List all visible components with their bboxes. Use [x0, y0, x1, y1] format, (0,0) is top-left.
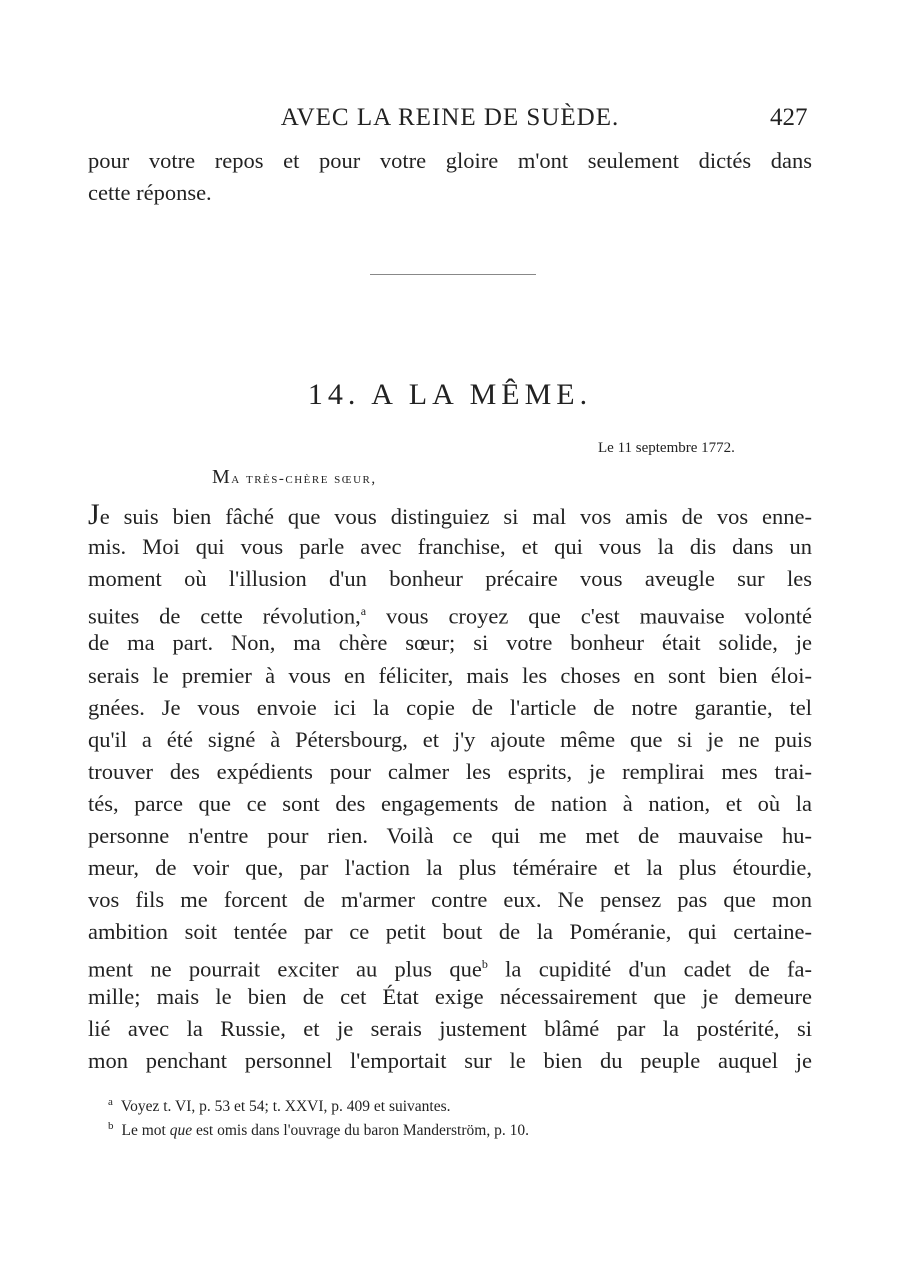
footnote-b — [108, 1120, 529, 1140]
section-divider — [370, 274, 536, 275]
text-line: personne n'entre pour rien. Voilà ce qui me met de mauvaise hu- — [88, 823, 812, 848]
text-line: serais le premier à vous en féliciter, mais les choses en sont bien éloi- — [88, 662, 812, 688]
text-line: pour votre repos et pour votre gloire m'ont seulement dictés dans — [88, 148, 812, 173]
salutation: Ma très-chère sœur, — [212, 466, 377, 488]
text-line: qu'il a été signé à Pétersbourg, et j'y ajoute même que si je ne puis — [88, 726, 812, 752]
text-line: moment où l'illusion d'un bonheur précaire vous aveugle sur les — [88, 566, 812, 592]
footnote-a — [108, 1096, 451, 1116]
footnote-mark: b — [108, 1120, 114, 1132]
footnote-text: est omis dans l'ouvrage du baron Manderström, p. 10. — [192, 1122, 529, 1140]
text-line: tés, parce que ce sont des engagements de nation à nation, et où la — [88, 790, 812, 816]
running-header: AVEC LA REINE DE SUÈDE. — [280, 104, 620, 131]
footnote-text: Voyez t. VI, p. 53 et 54; t. XXVI, p. 409 et suivantes. — [120, 1098, 451, 1116]
text-line: lié avec la Russie, et je serais justement blâmé par la postérité, si — [88, 1015, 812, 1041]
text-line: gnées. Je vous envoie ici la copie de l'article de notre garantie, tel — [88, 694, 812, 720]
footnote-mark: a — [108, 1096, 113, 1108]
text-line: ambition soit tentée par ce petit bout de la Poméranie, qui certaine- — [88, 919, 812, 945]
text-line: ment ne pourrait exciter au plus que$^b$ la cupidité d'un cadet de fa- — [88, 956, 812, 982]
page-number: 427 — [770, 104, 808, 131]
text-line: suites de cette révolution,$^a$ vous croyez que c'est mauvaise volonté — [88, 603, 813, 629]
text-line: vos fils me forcent de m'armer contre eux. Ne pensez pas que mon — [88, 887, 812, 913]
initial-letter: J — [88, 498, 100, 531]
footnote-ref: b — [481, 957, 488, 972]
footnote-emphasis: que — [169, 1122, 193, 1140]
letter-date: Le 11 septembre 1772. — [598, 440, 735, 456]
footnote-ref: a — [360, 604, 367, 619]
text-line: mille; mais le bien de cet État exige nécessairement que je demeure — [88, 983, 812, 1009]
letter-title: 14. A LA MÊME. — [307, 378, 593, 411]
text-line: mon penchant personnel l'emportait sur le bien du peuple auquel je — [88, 1047, 812, 1073]
text-line: trouver des expédients pour calmer les esprits, je remplirai mes trai- — [88, 758, 812, 784]
text-line: cette réponse. — [88, 180, 212, 205]
text-line: meur, de voir que, par l'action la plus téméraire et la plus étourdie, — [88, 855, 812, 881]
text-line: Je suis bien fâché que vous distinguiez si mal vos amis de vos enne- — [88, 498, 812, 531]
footnote-text: Le mot — [121, 1122, 170, 1140]
text-line: de ma part. Non, ma chère sœur; si votre bonheur était solide, je — [88, 630, 812, 656]
text-line: mis. Moi qui vous parle avec franchise, et qui vous la dis dans un — [88, 534, 812, 560]
